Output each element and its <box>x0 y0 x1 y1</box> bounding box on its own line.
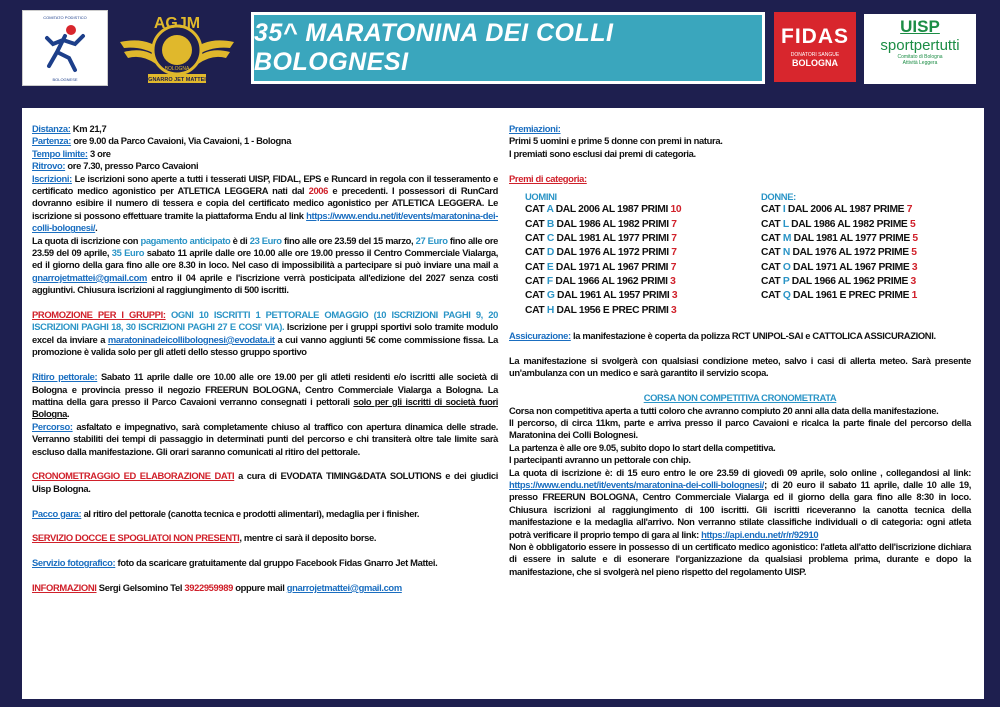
endu-link[interactable]: https://www.endu.net/it/events/maratonina-dei-colli-bolognesi/ <box>32 209 498 234</box>
info-email-link[interactable]: gnarrojetmattei@gmail.com <box>286 581 402 593</box>
cnc-line-2: Il percorso, di circa 11km, parte e arriva presso il parco Cavaioni e ricalca la parte finale del percorso della Maratonina dei Colli Bolognesi. <box>509 417 971 441</box>
meteo-paragraph: La manifestazione si svolgerà con qualsiasi condizione meteo, salvo i casi di allerta meteo. Sarà presente un'ambulanza con un medico e sarà garantito il servizio scopa. <box>509 354 971 379</box>
uomini-category-row: CAT A DAL 2006 AL 1987 PRIMI 10 <box>525 204 682 216</box>
tempo-line: Tempo limite: 3 ore <box>32 147 111 159</box>
uisp-logo <box>864 14 976 84</box>
agjm-title-text: AGJM <box>153 15 201 32</box>
iscrizioni-paragraph: Iscrizioni: Le iscrizioni sono aperte a tutti i tesserati UISP, FIDAL, EPS e Runcard in regola con il tesseramento e certificato medico agonistico per ATLETICA LEGGERA nati dal 2006 e precedenti. I possessori di RunCard dovranno esibire il numero di tessera e copia del certificato medico agonistico per ATLETICA LEGGERA. Le iscrizione si possono effettuare tramite la piattaforma Endu al link https://www.endu.net/it/events/maratonina-dei-colli-bolognesi/. <box>32 172 498 234</box>
cnc-line-3: La partenza è alle ore 9.05, subito dopo lo start della competitiva. <box>509 441 776 453</box>
premi-categoria-heading: Premi di categoria: <box>509 172 587 184</box>
fidas-sub-text: DONATORI SANGUE <box>790 52 840 58</box>
cnc-results-link[interactable]: https://api.endu.net/r/r/92910 <box>701 528 819 540</box>
promo-paragraph: PROMOZIONE PER I GRUPPI: OGNI 10 ISCRITTI 1 PETTORALE OMAGGIO (10 ISCRIZIONI PAGHI 9, 20 ISCRIZIONI PAGHI 18, 30 ISCRIZIONI PAGHI 27 E COSI' VIA). Iscrizione per i gruppi sportivi solo tramite modulo excel da inviare a maratoninadeicollibolognesi@evodata.it a cui vanno aggiunti 5€ come commissione fissa. La promozione è valida solo per gli atleti dello stesso gruppo sportivo <box>32 309 498 358</box>
donne-category-row: CAT M DAL 1981 AL 1977 PRIME 5 <box>761 233 918 245</box>
donne-category-row: CAT P DAL 1966 AL 1962 PRIME 3 <box>761 275 916 287</box>
uisp-atletica-text: Attività Leggera <box>902 60 938 66</box>
corsa-non-competitiva-heading: CORSA NON COMPETITIVA CRONOMETRATA <box>643 392 837 404</box>
comitato-podistico-logo <box>22 10 108 86</box>
cnc-line-1: Corsa non competitiva aperta a tutti coloro che avranno compiuto 20 anni alla data della manifestazione. <box>509 404 939 416</box>
fidas-logo <box>774 12 856 82</box>
categories-table <box>509 191 971 318</box>
uisp-sub-text: sportpertutti <box>880 37 960 54</box>
uomini-category-row: CAT D DAL 1976 AL 1972 PRIMI 7 <box>525 247 677 259</box>
cronometraggio-paragraph: CRONOMETRAGGIO ED ELABORAZIONE DATI a cura di EVODATA TIMING&DATA SOLUTIONS e dei giudici Uisp Bologna. <box>32 470 498 494</box>
donne-column <box>761 191 918 318</box>
uomini-category-row: CAT H DAL 1956 E PREC PRIMI 3 <box>525 304 677 316</box>
left-column <box>32 123 498 594</box>
right-column <box>509 123 971 578</box>
fidas-text: FIDAS <box>781 25 849 48</box>
title-banner <box>251 12 765 84</box>
runner-icon <box>35 22 95 74</box>
uomini-category-row: CAT F DAL 1966 AL 1962 PRIMI 3 <box>525 275 676 287</box>
partenza-line: Partenza: ore 9.00 da Parco Cavaioni, Via Cavaioni, 1 - Bologna <box>32 135 292 147</box>
premiazioni-line-2: I premiati sono esclusi dai premi di categoria. <box>509 147 696 159</box>
logo1-bottom-text: BOLOGNESE <box>52 77 78 82</box>
uomini-heading: UOMINI <box>525 191 557 203</box>
agjm-logo <box>118 12 236 90</box>
cnc-line-4: I partecipanti avranno un pettorale con chip. <box>509 454 691 466</box>
donne-category-row: CAT O DAL 1971 AL 1967 PRIME 3 <box>761 261 918 273</box>
donne-category-row: CAT Q DAL 1961 E PREC PRIME 1 <box>761 290 918 302</box>
donne-category-row: CAT L DAL 1986 AL 1982 PRIME 5 <box>761 218 916 230</box>
agjm-ribbon-text: GNARRO JET MATTEI <box>148 77 206 83</box>
donne-category-row: CAT I DAL 2006 AL 1987 PRIME 7 <box>761 204 913 216</box>
email-link[interactable]: gnarrojetmattei@gmail.com <box>32 271 148 283</box>
evodata-email-link[interactable]: maratoninadeicollibolognesi@evodata.it <box>107 333 275 345</box>
cnc-certificato-paragraph: Non è obbligatorio essere in possesso di un certificato medico agonistico: l'atleta all'atto dell'iscrizione dichiara di essere in salute e di esonerare l'organizzazione da qualsiasi problema prima, durante e dopo la manifestazione, che si svolgerà nel pieno rispetto del regolamento UISP. <box>509 541 971 577</box>
ritiro-paragraph: Ritiro pettorale: Sabato 11 aprile dalle ore 10.00 alle ore 19.00 per gli atleti residenti e/o iscritti alle società di Bologna e provincia presso il negozio FREERUN BOLOGNA, Centro Commerciale Vialarga a Bologna. La mattina della gara presso il Parco Cavaioni verranno consegnati i pettorali solo per gli iscritti di società fuori Bologna. <box>32 371 499 420</box>
percorso-paragraph: Percorso: asfaltato e impegnativo, sarà completamente chiuso al traffico con apertura dinamica delle strade. Verranno stabiliti dei tempi di passaggio in determinati punti del percorso e chi transiterà oltre tale limite sarà escluso dalla manifestazione. Gli orari saranno comunicati al ritiro del pettorale. <box>32 420 498 457</box>
uisp-text: UISP <box>900 17 940 36</box>
docce-line: SERVIZIO DOCCE E SPOGLIATOI NON PRESENTI, mentre ci sarà il deposito borse. <box>32 532 377 544</box>
premiazioni-heading: Premiazioni: <box>509 123 561 134</box>
uomini-category-row: CAT C DAL 1981 AL 1977 PRIMI 7 <box>525 233 677 245</box>
agjm-sub-text: BOLOGNA <box>164 66 190 72</box>
ritrovo-line: Ritrovo: ore 7.30, presso Parco Cavaioni <box>32 160 199 172</box>
foto-line: Servizio fotografico: foto da scaricare gratuitamente dal gruppo Facebook Fidas Gnarro Jet Mattei. <box>32 557 438 569</box>
donne-heading: DONNE: <box>761 191 796 203</box>
page-title: 35^ MARATONINA DEI COLLI BOLOGNESI <box>254 19 614 76</box>
uomini-category-row: CAT E DAL 1971 AL 1967 PRIMI 7 <box>525 261 677 273</box>
quota-paragraph: La quota di iscrizione con pagamento anticipato è di 23 Euro fino alle ore 23.59 del 15 marzo, 27 Euro fino alle ore 23.59 del 09 aprile, 35 Euro sabato 11 aprile dalle ore 10.00 alle ore 19.00 presso il Centro Commerciale Vialarga, ed il giorno della gara fino alle ore 8.30 in loco. Nel caso di impossibilità a partecipare si può inviare una mail a gnarrojetmattei@gmail.com entro il 04 aprile e l'iscrizione verrà posticipata all'edizione del 2027 senza costi aggiuntivi. Chiusura iscrizioni al raggiungimento di 500 iscritti. <box>32 234 499 296</box>
informazioni-line: INFORMAZIONI Sergi Gelsomino Tel 3922959989 oppure mail gnarrojetmattei@gmail.com <box>32 581 402 593</box>
header <box>0 0 1000 105</box>
cnc-quota-paragraph: La quota di iscrizione è: di 15 euro entro le ore 23.59 di giovedì 09 aprile, solo online , collegandosi al link: https://www.endu.net/it/events/maratonina-dei-colli-bolognesi/; di 20 euro il sabato 11 aprile, dalle 10 alle 19, presso FREERUN BOLOGNA, Centro Commerciale Vialarga ed il giorno della gara fino alle 8:30 in loco. Chiusura iscrizioni al raggiungimento di 100 iscritti. Gli iscritti riceveranno la canotta tecnica della manifestazione e la medaglia all'arrivo. Non verranno stilate classifiche individuali o di categoria: ogni atleta potrà verificare il proprio tempo di gara al link: https://api.endu.net/r/r/92910 <box>509 466 971 540</box>
uisp-comitato-text: Comitato di Bologna <box>897 54 943 60</box>
donne-category-row: CAT N DAL 1976 AL 1972 PRIME 5 <box>761 247 917 259</box>
pacco-line: Pacco gara: al ritiro del pettorale (canotta tecnica e prodotti alimentari), medaglia per i finisher. <box>32 507 420 519</box>
distanza-line: Distanza: Km 21,7 <box>32 123 107 134</box>
uomini-category-row: CAT B DAL 1986 AL 1982 PRIMI 7 <box>525 218 677 230</box>
cnc-endu-link[interactable]: https://www.endu.net/it/events/maratonina-dei-colli-bolognesi/ <box>509 479 765 491</box>
assicurazione-line: Assicurazione: la manifestazione è coperta da polizza RCT UNIPOL-SAI e CATTOLICA ASSICURAZIONI. <box>509 330 936 342</box>
premiazioni-line-1: Primi 5 uomini e prime 5 donne con premi in natura. <box>509 135 723 147</box>
uomini-column <box>509 191 761 318</box>
logo1-top-text: COMITATO PODISTICO <box>43 15 87 20</box>
fidas-city-text: BOLOGNA <box>792 58 838 68</box>
uomini-category-row: CAT G DAL 1961 AL 1957 PRIMI 3 <box>525 290 678 302</box>
content-panel <box>22 108 984 699</box>
